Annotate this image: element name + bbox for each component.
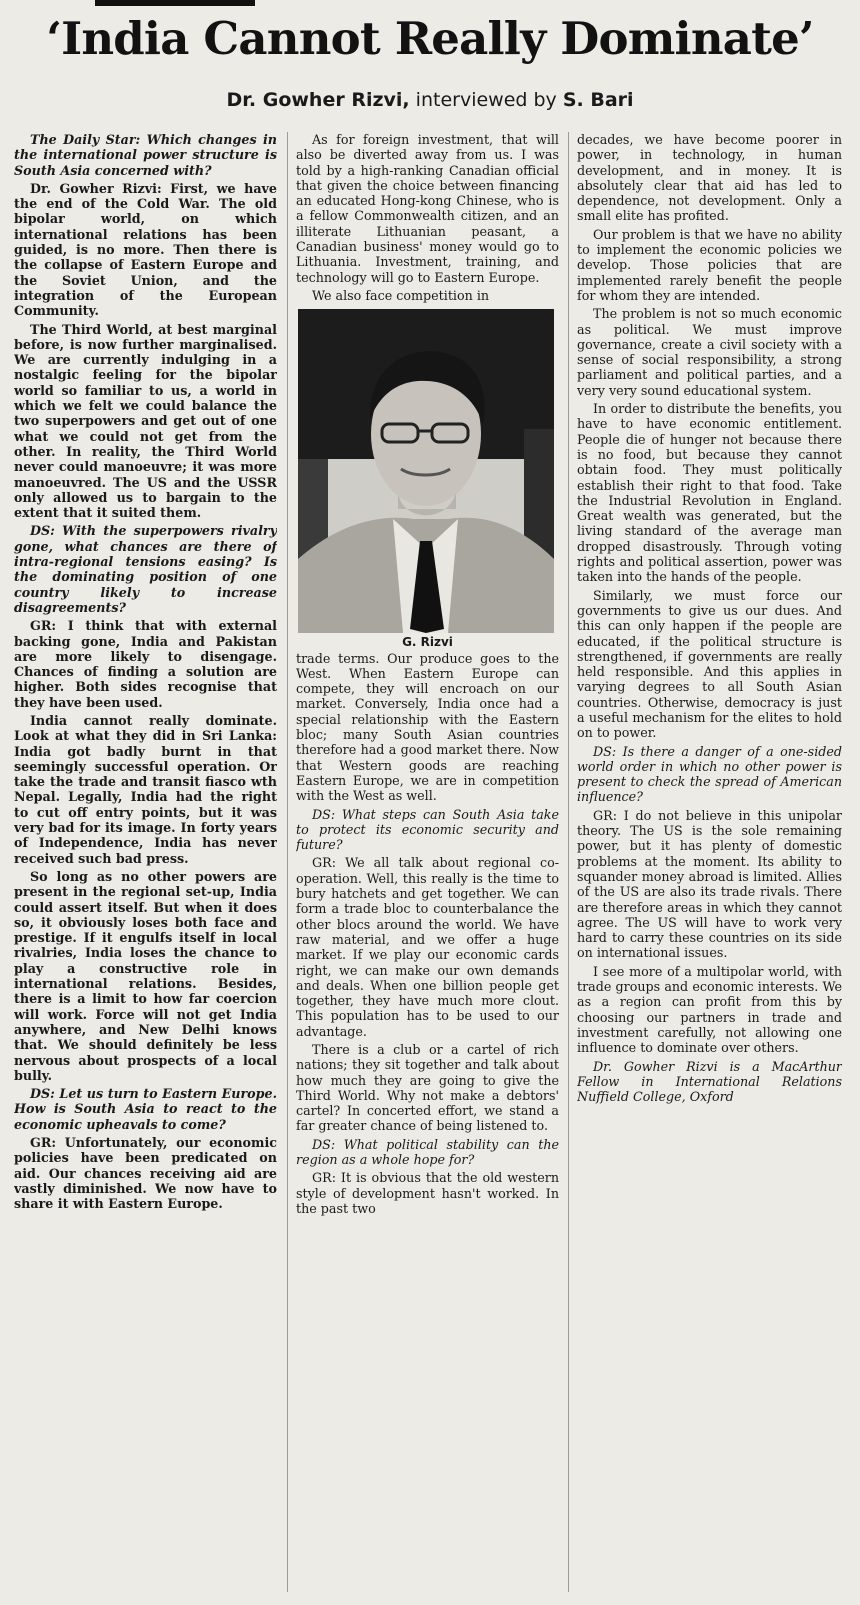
column-rule-2 [568, 132, 569, 1592]
answer-paragraph: GR: It is obvious that the old western style of development hasn't worked. In the past two [296, 1170, 559, 1216]
section-tab-bar [95, 0, 255, 6]
photo-caption: G. Rizvi [402, 635, 453, 650]
answer-paragraph: Our problem is that we have no ability to implement the economic policies we develop. Those policies that are implemented rarely benefit the people for whom they are intended. [577, 226, 842, 303]
answer-paragraph: We also face competition in [312, 287, 490, 303]
column-rule-1 [287, 132, 288, 1592]
answer-paragraph: GR: We all talk about regional co-operation. Well, this really is the time to bury hatchets and get together. We can form a trade bloc to counterbalance the other blocs around the world. We have raw material, and we offer a huge market. If we play our economic cards right, we can make our own demands and deals. When one billion people get together, they have much more clout. This population has to be used to our advantage. [296, 855, 559, 1039]
byline-interviewer: S. Bari [562, 89, 634, 111]
answer-paragraph: I see more of a multipolar world, with trade groups and economic interests. We as a region can profit from this by choosing our partners in trade and investment carefully, not allowing one influence to dominate over others. [577, 963, 842, 1056]
answer-paragraph: So long as no other powers are present in the regional set-up, India could assert itself. But when it does so, it obviously loses both face and prestige. If it engulfs itself in local rivalries, India loses the chance to play a constructive role in international relations. Besides, there is a limit to how far coercion will work. Force will not get India anywhere, and New Delhi knows that. We should definitely be less nervous about prospects of a local bully. [14, 868, 277, 1083]
author-bio: Dr. Gowher Rizvi is a MacArthur Fellow in International Relations Nuffield College, Oxford [577, 1058, 842, 1105]
portrait-photo [298, 309, 554, 633]
answer-paragraph: The problem is not so much economic as political. We must improve governance, create a civil society with a sense of social responsibility, a strong parliament and political parties, and a very very sound educational system. [577, 306, 842, 398]
byline-author: Dr. Gowher Rizvi, [226, 89, 410, 111]
article-column-2 [296, 132, 559, 1595]
answer-paragraph: India cannot really dominate. Look at what they did in Sri Lanka: India got badly burnt in that seemingly successful operation. Or take the trade and transit fiasco wth Nepal. Legally, India had the right to cut off entry points, but it was very bad for its image. In forty years of Independence, India has never received such bad press. [14, 712, 277, 866]
question-paragraph: DS: Let us turn to Eastern Europe. How is South Asia to react to the economic upheavals to come? [14, 1086, 277, 1132]
answer-paragraph: trade terms. Our produce goes to the West. When Eastern Europe can compete, they will encroach on our market. Conversely, India once had a special relationship with the Eastern bloc; many South Asian countries therefore had a good market there. Now that Western goods are reaching Eastern Europe, we are in competition with the West as well. [296, 650, 559, 804]
answer-paragraph: In order to distribute the benefits, you have to have economic entitlement. People die of hunger not because there is no food, but because they cannot obtain food. They must politically establish their right to that food. Take the Industrial Revolution in England. Great wealth was generated, but the living standard of the average man dropped disastrously. Through voting rights and political assertion, power was taken into the hands of the people. [577, 401, 842, 585]
answer-paragraph: GR: Unfortunately, our economic policies have been predicated on aid. Our chances receiving aid are vastly diminished. We now have to share it with Eastern Europe. [14, 1135, 277, 1212]
portrait-photo-drawing [298, 309, 554, 633]
answer-paragraph: There is a club or a cartel of rich nations; they sit together and talk about how much they are going to give the Third World. Why not make a debtors' cartel? In concerted effort, we stand a far greater chance of being listened to. [296, 1041, 559, 1134]
byline [0, 89, 860, 111]
article-column-3 [577, 132, 842, 1595]
answer-paragraph: The Third World, at best marginal before, is now further marginalised. We are currently indulging in a nostalgic feeling for the bipolar world so familiar to us, a world in which we felt we could balance the two superpowers and get out of one what we could not get from the other. In reality, the Third World never could manoeuvre; it was more manoeuvred. The US and the USSR only allowed us to bargain to the extent that it suited them. [14, 321, 277, 521]
answer-paragraph: As for foreign investment, that will also be diverted away from us. I was told by a high-ranking Canadian official that given the choice between financing an educated Hong-kong Chinese, who is a fellow Commonwealth citizen, and an illiterate Lithuanian peasant, a Canadian business' money would go to Lithuania. Investment, training, and technology will go to Eastern Europe. [296, 132, 559, 285]
question-paragraph: DS: Is there a danger of a one-sided world order in which no other power is present to check the spread of American influence? [577, 743, 842, 805]
answer-paragraph: GR: I think that with external backing gone, India and Pakistan are more likely to disengage. Chances of finding a solution are higher. Both sides recognise that they have been used. [14, 618, 277, 710]
question-paragraph: DS: What steps can South Asia take to protect its economic security and future? [296, 806, 559, 853]
byline-connector: interviewed by [409, 89, 563, 111]
headline: ‘India Cannot Really Dominate’ [46, 12, 814, 65]
question-paragraph: DS: What political stability can the region as a whole hope for? [296, 1136, 559, 1168]
question-paragraph: The Daily Star: Which changes in the international power structure is South Asia concerned with? [14, 132, 277, 178]
answer-paragraph: GR: I do not believe in this unipolar theory. The US is the sole remaining power, but it has plenty of domestic problems at the moment. Its ability to squander money abroad is limited. Allies of the US are also its trade rivals. There are therefore areas in which they cannot agree. The US will have to work very hard to carry these countries on its side on international issues. [577, 807, 842, 961]
answer-paragraph: Dr. Gowher Rizvi: First, we have the end of the Cold War. The old bipolar world, on which international relations has been guided, is no more. Then there is the collapse of Eastern Europe and the Soviet Union, and the integration of the European Community. [14, 180, 277, 319]
answer-paragraph: decades, we have become poorer in power, in technology, in human development, and in money. It is absolutely clear that aid has led to dependence, not development. Only a small elite has profited. [577, 132, 842, 224]
question-paragraph: DS: With the superpowers rivalry gone, what chances are there of intra-regional tensions easing? Is the dominating position of one country likely to increase disagreements? [14, 523, 277, 615]
article-column-1 [14, 132, 277, 1595]
answer-paragraph: Similarly, we must force our governments to give us our dues. And this can only happen if the people are educated, if the political structure is strengthened, if governments are really held responsible. And this applies in varying degrees to all South Asian countries. Otherwise, democracy is just a useful mechanism for the elites to hold on to power. [577, 587, 842, 741]
